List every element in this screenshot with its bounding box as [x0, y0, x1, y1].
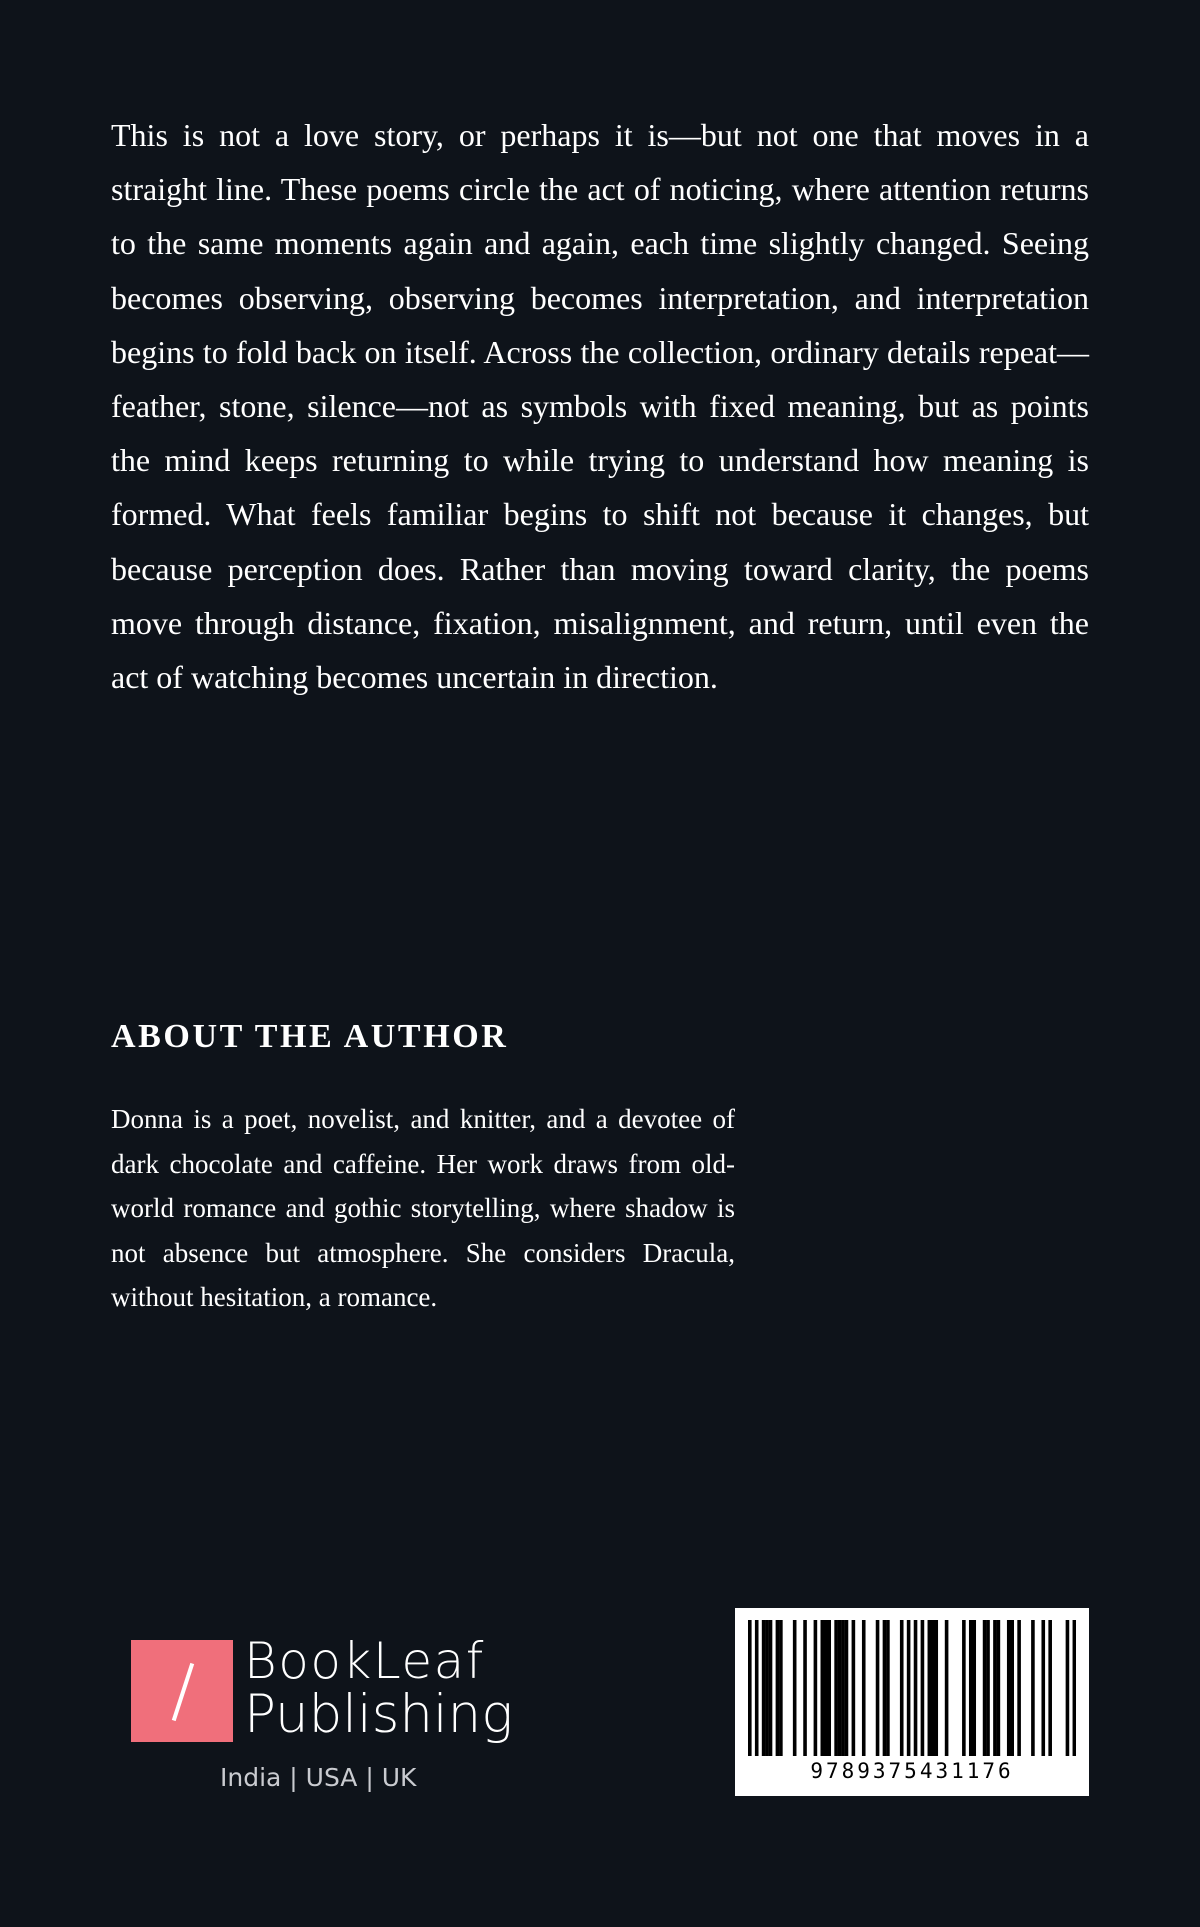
barcode-bar [765, 1620, 769, 1756]
slash-square-logo-icon [131, 1640, 233, 1742]
barcode-bar [779, 1620, 783, 1756]
logo-slash-mark [172, 1663, 194, 1721]
barcode-bar [921, 1620, 925, 1756]
barcode-bar [821, 1620, 825, 1756]
publisher-name-line2: Publishing [244, 1684, 514, 1745]
barcode-bar [827, 1620, 831, 1756]
barcode-bar [1031, 1620, 1035, 1756]
publisher-name-line1: BookLeaf [244, 1632, 485, 1690]
barcode-bar [1073, 1620, 1076, 1756]
barcode-bar [748, 1620, 752, 1756]
barcode-bar [824, 1620, 828, 1756]
barcode-bar [883, 1620, 887, 1756]
publisher-regions: India | USA | UK [220, 1763, 417, 1792]
barcode-bar [886, 1620, 890, 1756]
barcode-bar [934, 1620, 938, 1756]
barcode-bar [845, 1620, 849, 1756]
barcode-bar [928, 1620, 932, 1756]
isbn-barcode [735, 1608, 1089, 1796]
barcode-bar [1066, 1620, 1070, 1756]
barcode-bar [945, 1620, 949, 1756]
barcode-bar [755, 1620, 759, 1756]
barcode-bar [862, 1620, 866, 1756]
author-bio: Donna is a poet, novelist, and knitter, and a devotee of dark chocolate and caffeine. Her work draws from old-world romance and gothic storytelling, where shadow is not absence but atmosphere. She considers Dracula, without hesitation, a romance. [111, 1104, 735, 1312]
blurb-text: This is not a love story, or perhaps it is—but not one that moves in a straight line. These poems circle the act of noticing, where attention returns to the same moments again and again, each time slightly changed. Seeing becomes observing, observing becomes interpretation, and interpretation begins to fold back on itself. Across the collection, ordinary details repeat—feather, stone, silence—not as symbols with fixed meaning, but as points the mind keeps returning to while trying to understand how meaning is formed. What feels familiar begins to shift not because it changes, but because perception does. Rather than moving toward clarity, the poems move through distance, fixation, misalignment, and return, until even the act of watching becomes uncertain in direction. [111, 117, 1089, 696]
barcode-bar [983, 1620, 987, 1756]
barcode-bar [972, 1620, 976, 1756]
barcode-bar [914, 1620, 918, 1756]
barcode-bar [1017, 1620, 1021, 1756]
barcode-bar [776, 1620, 780, 1756]
barcode-bar [834, 1620, 838, 1756]
barcode-icon [748, 1620, 1076, 1756]
barcode-bar [762, 1620, 766, 1756]
barcode-bar [997, 1620, 1001, 1756]
barcode-bar [900, 1620, 904, 1756]
barcode-bar [986, 1620, 990, 1756]
barcode-bar [1041, 1620, 1045, 1756]
isbn-number: 9789375431176 [810, 1759, 1014, 1783]
barcode-bar [814, 1620, 818, 1756]
barcode-bar [969, 1620, 973, 1756]
barcode-bar [852, 1620, 856, 1756]
barcode-bar [841, 1620, 845, 1756]
barcode-bar [962, 1620, 966, 1756]
barcode-bar [793, 1620, 797, 1756]
barcode-bar [1007, 1620, 1011, 1756]
barcode-bar [907, 1620, 911, 1756]
barcode-bar [1010, 1620, 1014, 1756]
barcode-bar [803, 1620, 807, 1756]
barcode-bar [931, 1620, 935, 1756]
barcode-bar [1048, 1620, 1052, 1756]
barcode-bar [993, 1620, 997, 1756]
barcode-bar [769, 1620, 773, 1756]
barcode-bar [838, 1620, 842, 1756]
about-author-heading: ABOUT THE AUTHOR [111, 1018, 509, 1055]
barcode-bar [876, 1620, 880, 1756]
